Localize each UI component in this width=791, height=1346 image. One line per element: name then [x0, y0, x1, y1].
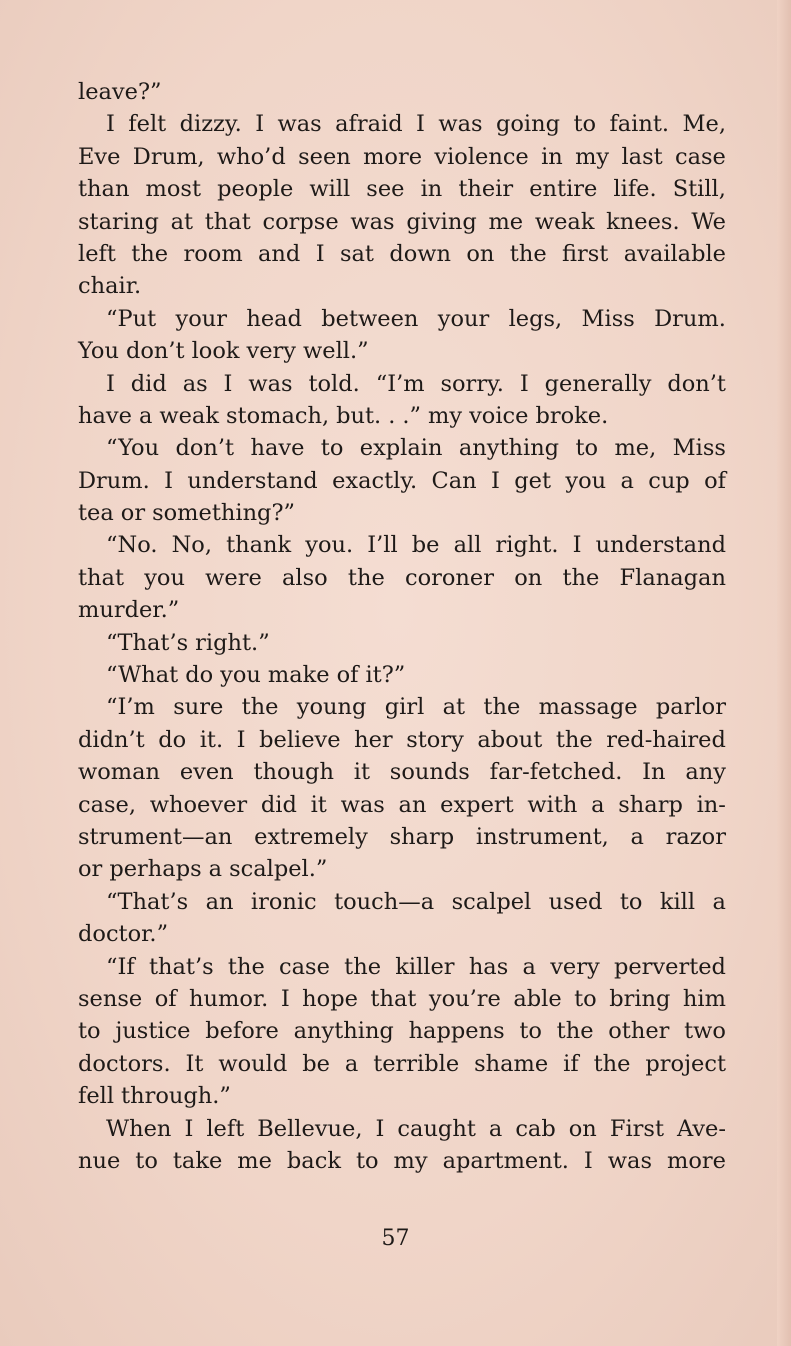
text-line: “What do you make of it?” — [106, 662, 406, 689]
text-line: staring at that corpse was giving me weak knees. We — [78, 208, 726, 235]
text-line: doctors. It would be a terrible shame if the project — [78, 1050, 726, 1077]
text-line: You don’t look very well.” — [78, 338, 369, 365]
text-line: strument—an extremely sharp instrument, a razor — [78, 823, 726, 850]
text-line: doctor.” — [78, 921, 169, 948]
text-line: Eve Drum, who’d seen more violence in my last case — [78, 143, 726, 170]
text-line: or perhaps a scalpel.” — [78, 856, 328, 883]
text-line: woman even though it sounds far-fetched. In any — [78, 759, 726, 786]
text-line: tea or something?” — [78, 500, 296, 527]
text-line: “If that’s the case the killer has a very perverted — [106, 953, 726, 980]
text-line: sense of humor. I hope that you’re able to bring him — [78, 985, 726, 1012]
text-line: “I’m sure the young girl at the massage parlor — [106, 694, 726, 721]
text-line: I felt dizzy. I was afraid I was going to faint. Me, — [106, 111, 726, 138]
text-line: chair. — [78, 273, 142, 300]
text-line: “That’s right.” — [106, 629, 270, 656]
body-text — [78, 76, 726, 1177]
text-line: to justice before anything happens to the other two — [78, 1018, 726, 1045]
text-line: murder.” — [78, 597, 180, 624]
text-line: When I left Bellevue, I caught a cab on First Ave- — [106, 1115, 726, 1142]
text-line: didn’t do it. I believe her story about the red-haired — [78, 726, 726, 753]
text-line: that you were also the coroner on the Flanagan — [78, 564, 726, 591]
page-edge — [777, 0, 791, 1346]
text-line: “You don’t have to explain anything to me, Miss — [106, 435, 726, 462]
text-line: left the room and I sat down on the first available — [78, 240, 726, 267]
text-line: nue to take me back to my apartment. I was more — [78, 1147, 726, 1174]
text-line: “That’s an ironic touch—a scalpel used to kill a — [106, 888, 726, 915]
text-line: Drum. I understand exactly. Can I get you a cup of — [78, 467, 726, 494]
text-line: than most people will see in their entire life. Still, — [78, 176, 726, 203]
page-number: 57 — [381, 1226, 410, 1251]
text-line: I did as I was told. “I’m sorry. I generally don’t — [106, 370, 726, 397]
text-line: have a weak stomach, but. . .” my voice broke. — [78, 402, 609, 429]
text-line: case, whoever did it was an expert with a sharp in- — [78, 791, 726, 818]
text-line: “No. No, thank you. I’ll be all right. I understand — [106, 532, 726, 559]
text-line: “Put your head between your legs, Miss Drum. — [106, 305, 726, 332]
text-line: fell through.” — [78, 1083, 231, 1110]
text-line: leave?” — [78, 79, 162, 105]
